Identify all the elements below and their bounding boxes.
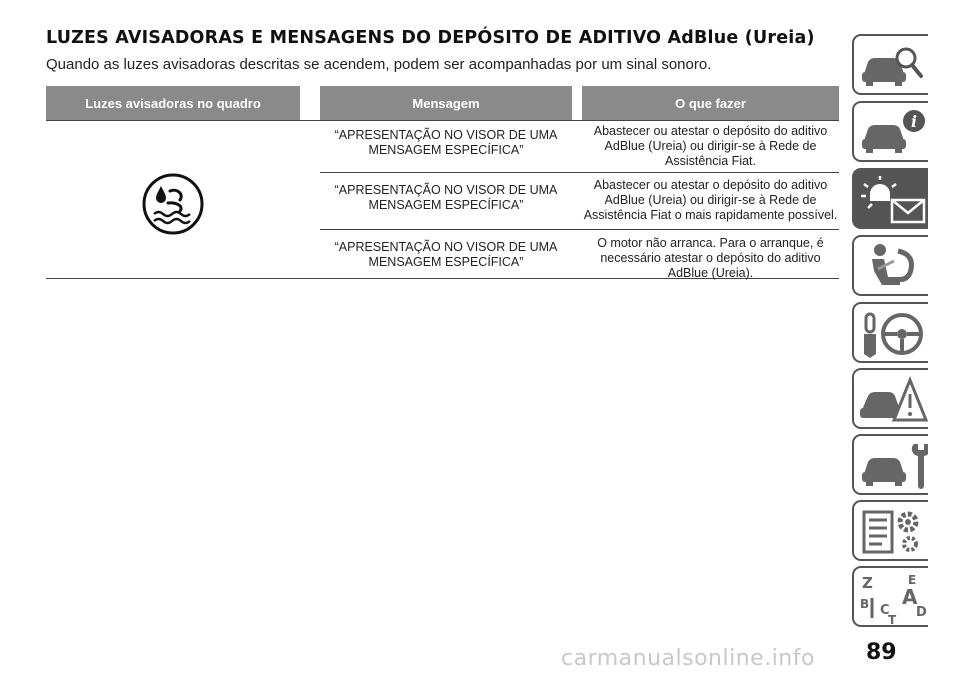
car-wrench-icon (858, 440, 928, 492)
message-cell: “APRESENTAÇÃO NO VISOR DE UMA MENSAGEM ESPECÍFICA” (334, 128, 558, 157)
message-cell: “APRESENTAÇÃO NO VISOR DE UMA MENSAGEM ESPECÍFICA” (334, 240, 558, 269)
column-header-message: Mensagem (320, 86, 572, 120)
car-search-icon (858, 40, 928, 92)
tab-index[interactable] (852, 566, 928, 627)
svg-text:D: D (916, 605, 927, 620)
svg-text:C: C (880, 603, 890, 618)
tab-starting-driving[interactable] (852, 302, 928, 363)
svg-text:E: E (908, 573, 917, 587)
table-row (320, 121, 839, 172)
page-subtitle: Quando as luzes avisadoras descritas se acendem, podem ser acompanhadas por um sinal sonoro. (46, 56, 712, 73)
table-body (46, 120, 839, 279)
table-header (46, 86, 839, 120)
table-row (320, 229, 839, 280)
warning-light-message-icon (858, 174, 928, 226)
tab-emergency[interactable] (852, 368, 928, 429)
page-title: LUZES AVISADORAS E MENSAGENS DO DEPÓSITO DE ADITIVO AdBlue (Ureia) (46, 28, 815, 48)
chapter-tabs (852, 0, 960, 678)
warning-lights-table (46, 86, 839, 279)
action-cell: O motor não arranca. Para o arranque, é necessário atestar o depósito do aditivo AdBlue (Ureia). (597, 236, 824, 280)
column-header-action: O que fazer (582, 86, 839, 120)
svg-text:Z: Z (862, 574, 873, 592)
tab-safety[interactable] (852, 235, 928, 296)
tab-car-info[interactable] (852, 101, 928, 162)
watermark: carmanualsonline.info (561, 646, 815, 671)
car-info-icon (858, 107, 928, 159)
tab-warning-lights[interactable] (852, 168, 928, 229)
tab-car-search[interactable] (852, 34, 928, 95)
svg-text:B: B (860, 597, 870, 611)
table-row (320, 172, 839, 229)
svg-text:i: i (910, 112, 918, 131)
key-steering-wheel-icon (858, 308, 928, 360)
adblue-warning-icon (141, 172, 205, 236)
car-accident-warning-icon (858, 374, 928, 426)
seat-airbag-icon (858, 241, 928, 293)
alphabetical-index-icon (858, 572, 928, 624)
svg-text:T: T (888, 613, 897, 624)
action-cell: Abastecer ou atestar o depósito do aditivo AdBlue (Ureia) ou dirigir-se à Rede de Assistência Fiat o mais rapidamente possível. (583, 178, 838, 222)
tab-maintenance[interactable] (852, 434, 928, 495)
svg-text:A: A (902, 585, 918, 609)
specs-gears-icon (858, 506, 928, 558)
message-cell: “APRESENTAÇÃO NO VISOR DE UMA MENSAGEM ESPECÍFICA” (334, 183, 558, 212)
column-header-lights: Luzes avisadoras no quadro (46, 86, 300, 120)
tab-technical-data[interactable] (852, 500, 928, 561)
action-cell: Abastecer ou atestar o depósito do aditivo AdBlue (Ureia) ou dirigir-se à Rede de Assistência Fiat. (593, 124, 828, 168)
page-number: 89 (866, 640, 897, 665)
